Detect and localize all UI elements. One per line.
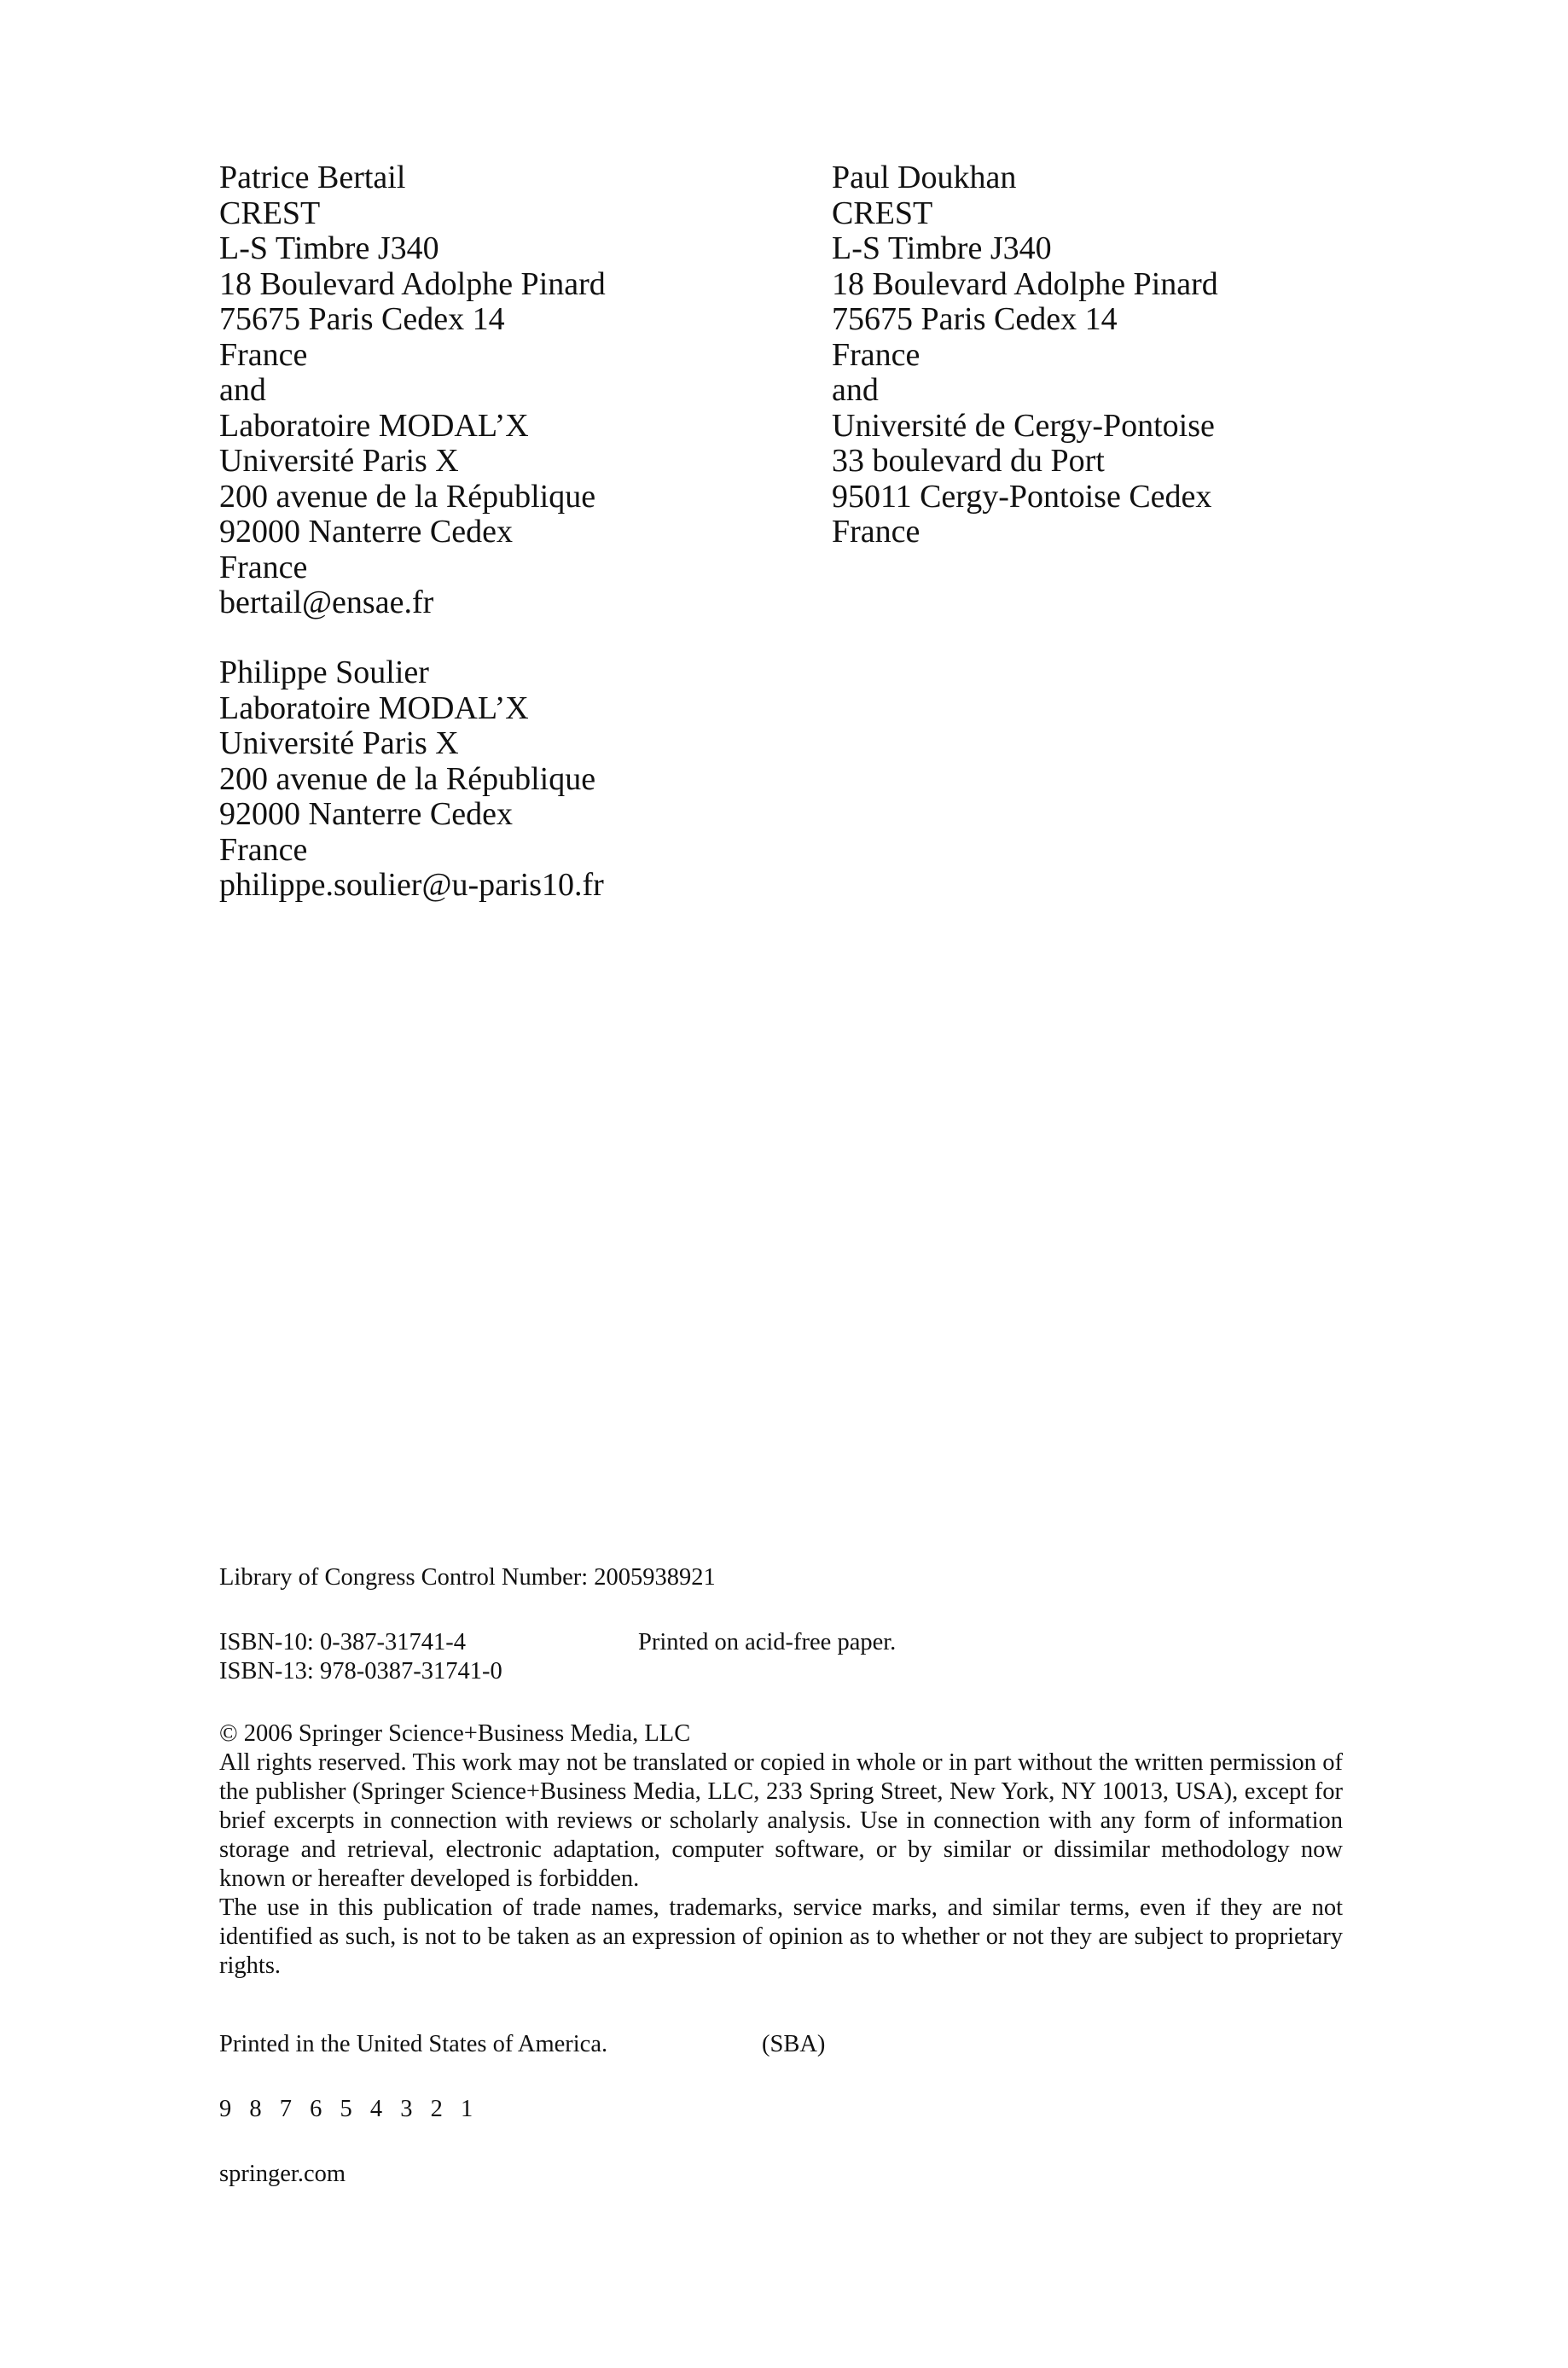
address-line: France	[832, 336, 920, 373]
address-line: Université Paris X	[219, 725, 459, 761]
address-line: Université Paris X	[219, 443, 459, 479]
author-address-soulier	[219, 655, 604, 904]
author-email: bertail@ensae.fr	[219, 585, 434, 620]
printer-code: (SBA)	[762, 2031, 826, 2057]
address-line: CREST	[832, 195, 933, 231]
address-line: 75675 Paris Cedex 14	[832, 301, 1118, 337]
author-email: philippe.soulier@u-paris10.fr	[219, 867, 604, 903]
address-line: France	[832, 514, 920, 550]
address-line: 18 Boulevard Adolphe Pinard	[832, 265, 1218, 302]
rights-paragraph: All rights reserved. This work may not be translated or copied in whole or in part without the written permission of the publisher (Springer Science+Business Media, LLC, 233 Spring Street, New York, NY 10013, USA), except for brief excerpts in connection with reviews or scholarly analysis. Use in connection with any form of information storage and retrieval, electronic adaptation, computer software, or by similar or dissimilar methodology now known or hereafter developed is forbidden.	[219, 1749, 1343, 1892]
address-line: 92000 Nanterre Cedex	[219, 514, 513, 550]
address-line: Laboratoire MODAL’X	[219, 689, 529, 726]
address-line: 200 avenue de la République	[219, 760, 596, 797]
isbn-10: ISBN-10: 0-387-31741-4	[219, 1629, 466, 1655]
address-line: L-S Timbre J340	[832, 230, 1052, 266]
address-line: 75675 Paris Cedex 14	[219, 301, 505, 337]
copyright-line: © 2006 Springer Science+Business Media, LLC	[219, 1720, 691, 1747]
address-line: Laboratoire MODAL’X	[219, 407, 529, 444]
address-line: France	[219, 549, 308, 585]
address-line: 92000 Nanterre Cedex	[219, 796, 513, 832]
address-line: France	[219, 336, 308, 373]
address-line: and	[219, 372, 266, 408]
acid-free-note: Printed on acid-free paper.	[638, 1629, 897, 1655]
isbn-13: ISBN-13: 978-0387-31741-0	[219, 1658, 502, 1684]
address-line: France	[219, 831, 308, 868]
address-line: Patrice Bertail	[219, 160, 406, 195]
publisher-website: springer.com	[219, 2161, 346, 2187]
loc-control-number: Library of Congress Control Number: 2005938921	[219, 1564, 716, 1591]
printed-in-note: Printed in the United States of America.	[219, 2031, 608, 2057]
print-line: 9 8 7 6 5 4 3 2 1	[219, 2096, 479, 2122]
address-line: 18 Boulevard Adolphe Pinard	[219, 265, 606, 302]
author-address-bertail	[219, 160, 606, 621]
trademark-paragraph: The use in this publication of trade names, trademarks, service marks, and similar terms, even if they are not identified as such, is not to be taken as an expression of opinion as to whether or not they are subject to proprietary rights.	[219, 1894, 1343, 1979]
address-line: 33 boulevard du Port	[832, 443, 1105, 479]
address-line: 95011 Cergy-Pontoise Cedex	[832, 478, 1212, 515]
address-line: and	[832, 372, 879, 408]
copyright-block	[219, 1719, 1343, 1981]
address-line: Philippe Soulier	[219, 655, 429, 690]
address-line: Université de Cergy-Pontoise	[832, 407, 1215, 444]
address-line: CREST	[219, 195, 321, 231]
address-line: Paul Doukhan	[832, 160, 1017, 195]
address-line: L-S Timbre J340	[219, 230, 439, 266]
address-line: 200 avenue de la République	[219, 478, 596, 515]
author-address-doukhan	[832, 160, 1218, 550]
